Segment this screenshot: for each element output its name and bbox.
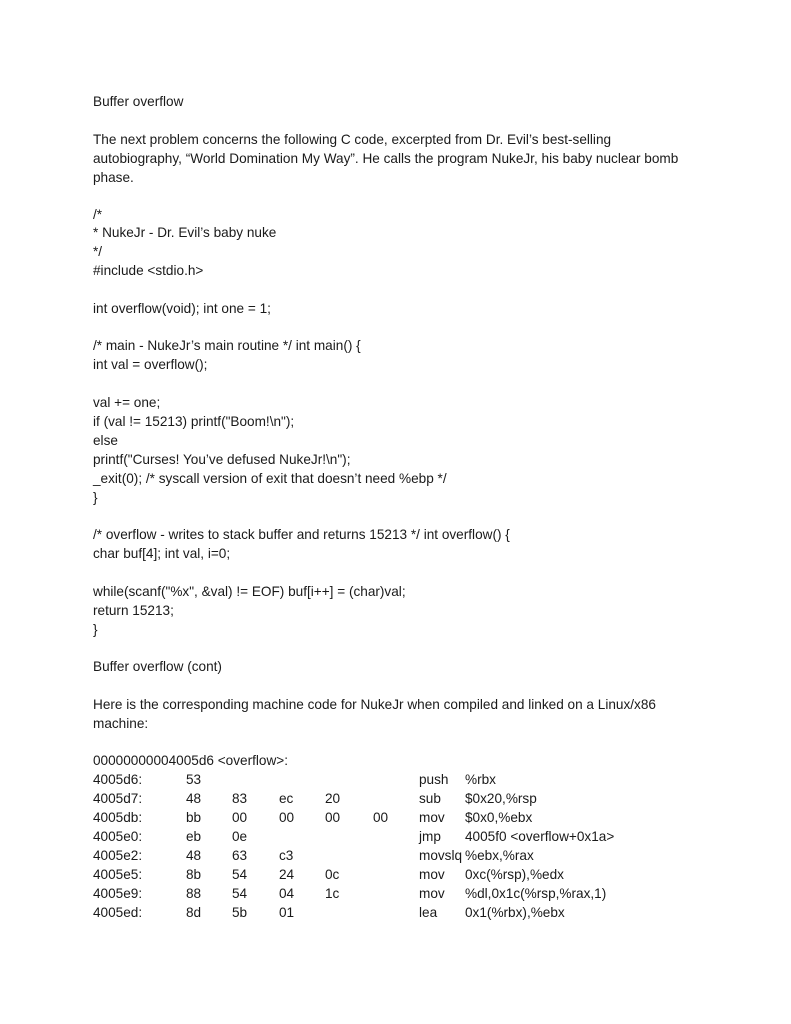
instruction-mnemonic: mov <box>419 867 445 882</box>
instruction-operands: 4005f0 <overflow+0x1a> <box>465 829 615 844</box>
instruction-operands: %rbx <box>465 772 496 787</box>
machine-byte: 88 <box>186 886 202 901</box>
disassembly-row <box>93 865 713 884</box>
disassembly-row <box>93 903 713 922</box>
code-line: int overflow(void); int one = 1; <box>93 301 271 316</box>
code-line: #include <stdio.h> <box>93 263 204 278</box>
disassembly-row <box>93 808 713 827</box>
code-line: int val = overflow(); <box>93 357 208 372</box>
instruction-operands: %ebx,%rax <box>465 848 534 863</box>
disassembly-row <box>93 827 713 846</box>
code-line: char buf[4]; int val, i=0; <box>93 546 231 561</box>
instruction-address: 4005e0: <box>93 829 143 844</box>
machine-byte: 0e <box>232 829 248 844</box>
machine-byte: ec <box>279 791 294 806</box>
disassembly-row <box>93 846 713 865</box>
instruction-address: 4005d7: <box>93 791 143 806</box>
machine-byte: 24 <box>279 867 295 882</box>
machine-byte: 48 <box>186 791 202 806</box>
machine-byte: eb <box>186 829 202 844</box>
instruction-mnemonic: push <box>419 772 449 787</box>
code-line: /* main - NukeJr’s main routine */ int main() { <box>93 338 361 353</box>
machine-byte: 00 <box>373 810 389 825</box>
code-line: printf("Curses! You’ve defused NukeJr!\n"); <box>93 452 351 467</box>
code-line: } <box>93 622 98 637</box>
instruction-operands: 0x1(%rbx),%ebx <box>465 905 565 920</box>
instruction-operands: $0x0,%ebx <box>465 810 533 825</box>
instruction-address: 4005db: <box>93 810 143 825</box>
machine-byte: 54 <box>232 867 248 882</box>
instruction-address: 4005e5: <box>93 867 143 882</box>
intro-paragraph: Here is the corresponding machine code for NukeJr when compiled and linked on a Linux/x86 machine: <box>93 697 656 731</box>
machine-byte: bb <box>186 810 202 825</box>
instruction-operands: $0x20,%rsp <box>465 791 537 806</box>
machine-byte: 20 <box>325 791 341 806</box>
disassembly-row <box>93 770 713 789</box>
instruction-mnemonic: movslq <box>419 848 463 863</box>
code-line: val += one; <box>93 395 161 410</box>
machine-byte: 01 <box>279 905 295 920</box>
machine-byte: 5b <box>232 905 248 920</box>
instruction-mnemonic: sub <box>419 791 441 806</box>
machine-byte: 00 <box>232 810 248 825</box>
machine-byte: 04 <box>279 886 295 901</box>
code-line: if (val != 15213) printf("Boom!\n"); <box>93 414 295 429</box>
machine-byte: 54 <box>232 886 248 901</box>
machine-byte: c3 <box>279 848 294 863</box>
instruction-address: 4005ed: <box>93 905 143 920</box>
machine-byte: 00 <box>279 810 295 825</box>
instruction-operands: 0xc(%rsp),%edx <box>465 867 564 882</box>
instruction-address: 4005e9: <box>93 886 143 901</box>
instruction-mnemonic: mov <box>419 886 445 901</box>
machine-byte: 63 <box>232 848 248 863</box>
machine-byte: 8d <box>186 905 202 920</box>
disassembly-label: 00000000004005d6 <overflow>: <box>93 753 289 768</box>
code-line: /* <box>93 207 103 222</box>
code-line: return 15213; <box>93 603 174 618</box>
intro-paragraph: The next problem concerns the following C code, excerpted from Dr. Evil’s best-selling autobiography, “World Domination My Way”. He calls the program NukeJr, his baby nuclear bomb phase. <box>93 132 679 185</box>
instruction-address: 4005d6: <box>93 772 143 787</box>
code-line: * NukeJr - Dr. Evil’s baby nuke <box>93 225 277 240</box>
code-line: } <box>93 490 98 505</box>
instruction-mnemonic: lea <box>419 905 438 920</box>
instruction-operands: %dl,0x1c(%rsp,%rax,1) <box>465 886 607 901</box>
code-line: */ <box>93 244 103 259</box>
machine-byte: 1c <box>325 886 340 901</box>
machine-byte: 53 <box>186 772 202 787</box>
code-line: else <box>93 433 118 448</box>
machine-byte: 48 <box>186 848 202 863</box>
code-line: /* overflow - writes to stack buffer and returns 15213 */ int overflow() { <box>93 527 510 542</box>
machine-byte: 0c <box>325 867 340 882</box>
machine-byte: 83 <box>232 791 248 806</box>
section-heading: Buffer overflow <box>93 94 184 109</box>
machine-byte: 8b <box>186 867 202 882</box>
instruction-address: 4005e2: <box>93 848 143 863</box>
section-heading: Buffer overflow (cont) <box>93 659 222 674</box>
code-line: _exit(0); /* syscall version of exit that doesn’t need %ebp */ <box>93 471 447 486</box>
disassembly-row <box>93 789 713 808</box>
instruction-mnemonic: mov <box>419 810 445 825</box>
code-line: while(scanf("%x", &val) != EOF) buf[i++] = (char)val; <box>93 584 406 599</box>
machine-byte: 00 <box>325 810 341 825</box>
instruction-mnemonic: jmp <box>419 829 441 844</box>
disassembly-row <box>93 884 713 903</box>
